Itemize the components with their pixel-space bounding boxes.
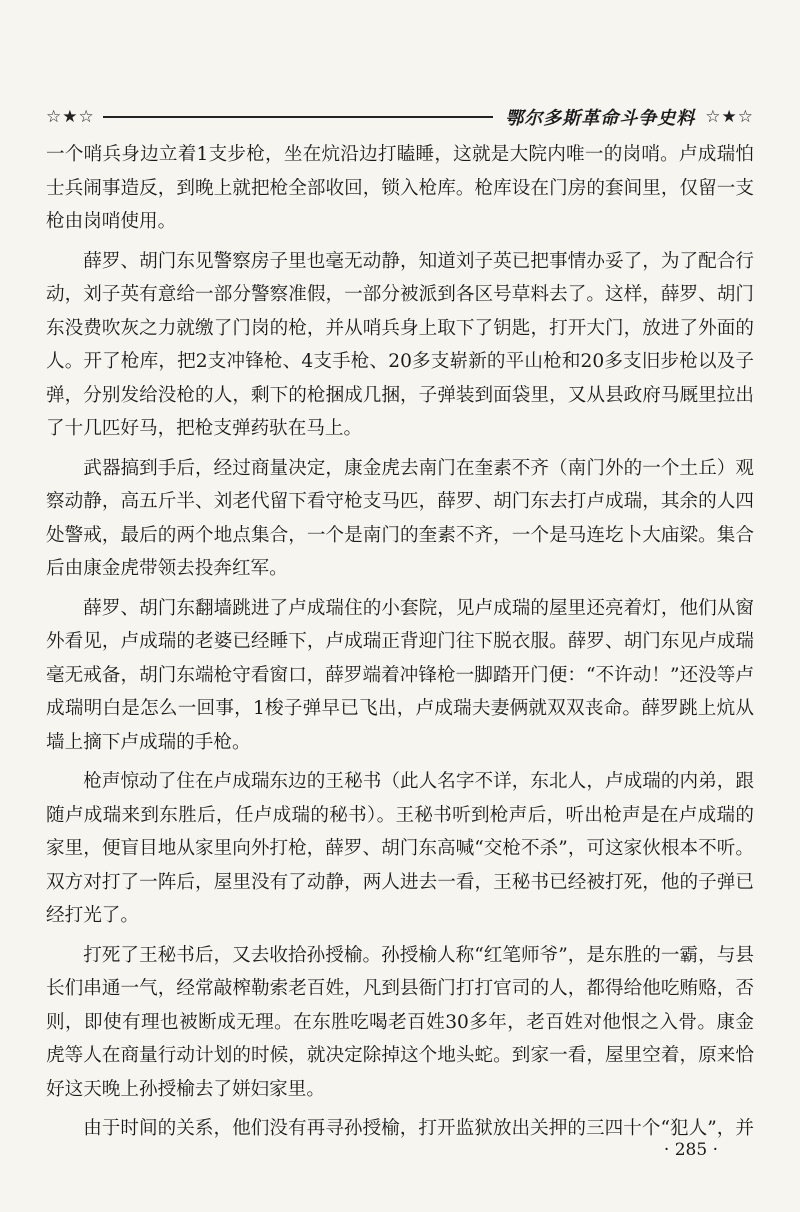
paragraph: 打死了王秘书后，又去收拾孙授榆。孙授榆人称“红笔师爷”，是东胜的一霸，与县长们串通一气，经常敲榨勒索老百姓，凡到县衙门打打官司的人，都得给他吃贿赂，否则，即使有理也被断成无理。在东胜吃喝老百姓30多年，老百姓对他恨之入骨。康金虎等人在商量行动计划的时候，就决定除掉这个地头蛇。到家一看，屋里空着，原来恰好这天晚上孙授榆去了姘妇家里。 — [46, 944, 754, 1100]
body-text — [46, 138, 754, 1143]
running-header — [46, 104, 754, 130]
page-number: · 285 · — [663, 1140, 718, 1160]
paragraph: 武器搞到手后，经过商量决定，康金虎去南门在奎素不齐（南门外的一个土丘）观察动静，高五斤半、刘老代留下看守枪支马匹，薛罗、胡门东去打卢成瑞，其余的人四处警戒，最后的两个地点集合，一个是南门的奎素不齐，一个是马连圪卜大庙梁。集合后由康金虎带领去投奔红军。 — [46, 457, 754, 579]
header-rule — [103, 116, 494, 118]
right-star-ornament: ☆★☆ — [705, 107, 754, 127]
paragraph: 枪声惊动了住在卢成瑞东边的王秘书（此人名字不详，东北人，卢成瑞的内弟，跟随卢成瑞来到东胜后，任卢成瑞的秘书）。王秘书听到枪声后，听出枪声是在卢成瑞的家里，便盲目地从家里向外打枪，薛罗、胡门东高喊“交枪不杀”，可这家伙根本不听。双方对打了一阵后，屋里没有了动静，两人进去一看，王秘书已经被打死，他的子弹已经打光了。 — [46, 771, 754, 926]
paragraph: 一个哨兵身边立着1支步枪，坐在炕沿边打瞌睡，这就是大院内唯一的岗哨。卢成瑞怕士兵闹事造反，到晚上就把枪全部收回，锁入枪库。枪库设在门房的套间里，仅留一支枪由岗哨使用。 — [46, 144, 754, 232]
paragraph: 薛罗、胡门东见警察房子里也毫无动静，知道刘子英已把事情办妥了，为了配合行动，刘子英有意给一部分警察准假，一部分被派到各区号草料去了。这样，薛罗、胡门东没费吹灰之力就缴了门岗的枪，并从哨兵身上取下了钥匙，打开大门，放进了外面的人。开了枪库，把2支冲锋枪、4支手枪、20多支崭新的平山枪和20多支旧步枪以及子弹，分别发给没枪的人，剩下的枪捆成几捆，子弹装到面袋里，又从县政府马厩里拉出了十几匹好马，把枪支弹药驮在马上。 — [46, 250, 754, 439]
paragraph: 由于时间的关系，他们没有再寻孙授榆，打开监狱放出关押的三四十个“犯人”，并 — [83, 1118, 754, 1139]
running-title: 鄂尔多斯革命斗争史料 — [505, 108, 696, 129]
left-star-ornament: ☆★☆ — [46, 107, 95, 127]
paragraph: 薛罗、胡门东翻墙跳进了卢成瑞住的小套院，见卢成瑞的屋里还亮着灯，他们从窗外看见，卢成瑞的老婆已经睡下，卢成瑞正背迎门往下脱衣服。薛罗、胡门东见卢成瑞毫无戒备，胡门东端枪守看窗口，薛罗端着冲锋枪一脚踏开门便：“不许动！”还没等卢成瑞明白是怎么一回事，1梭子弹早已飞出，卢成瑞夫妻俩就双双丧命。薛罗跳上炕从墙上摘下卢成瑞的手枪。 — [46, 597, 754, 753]
